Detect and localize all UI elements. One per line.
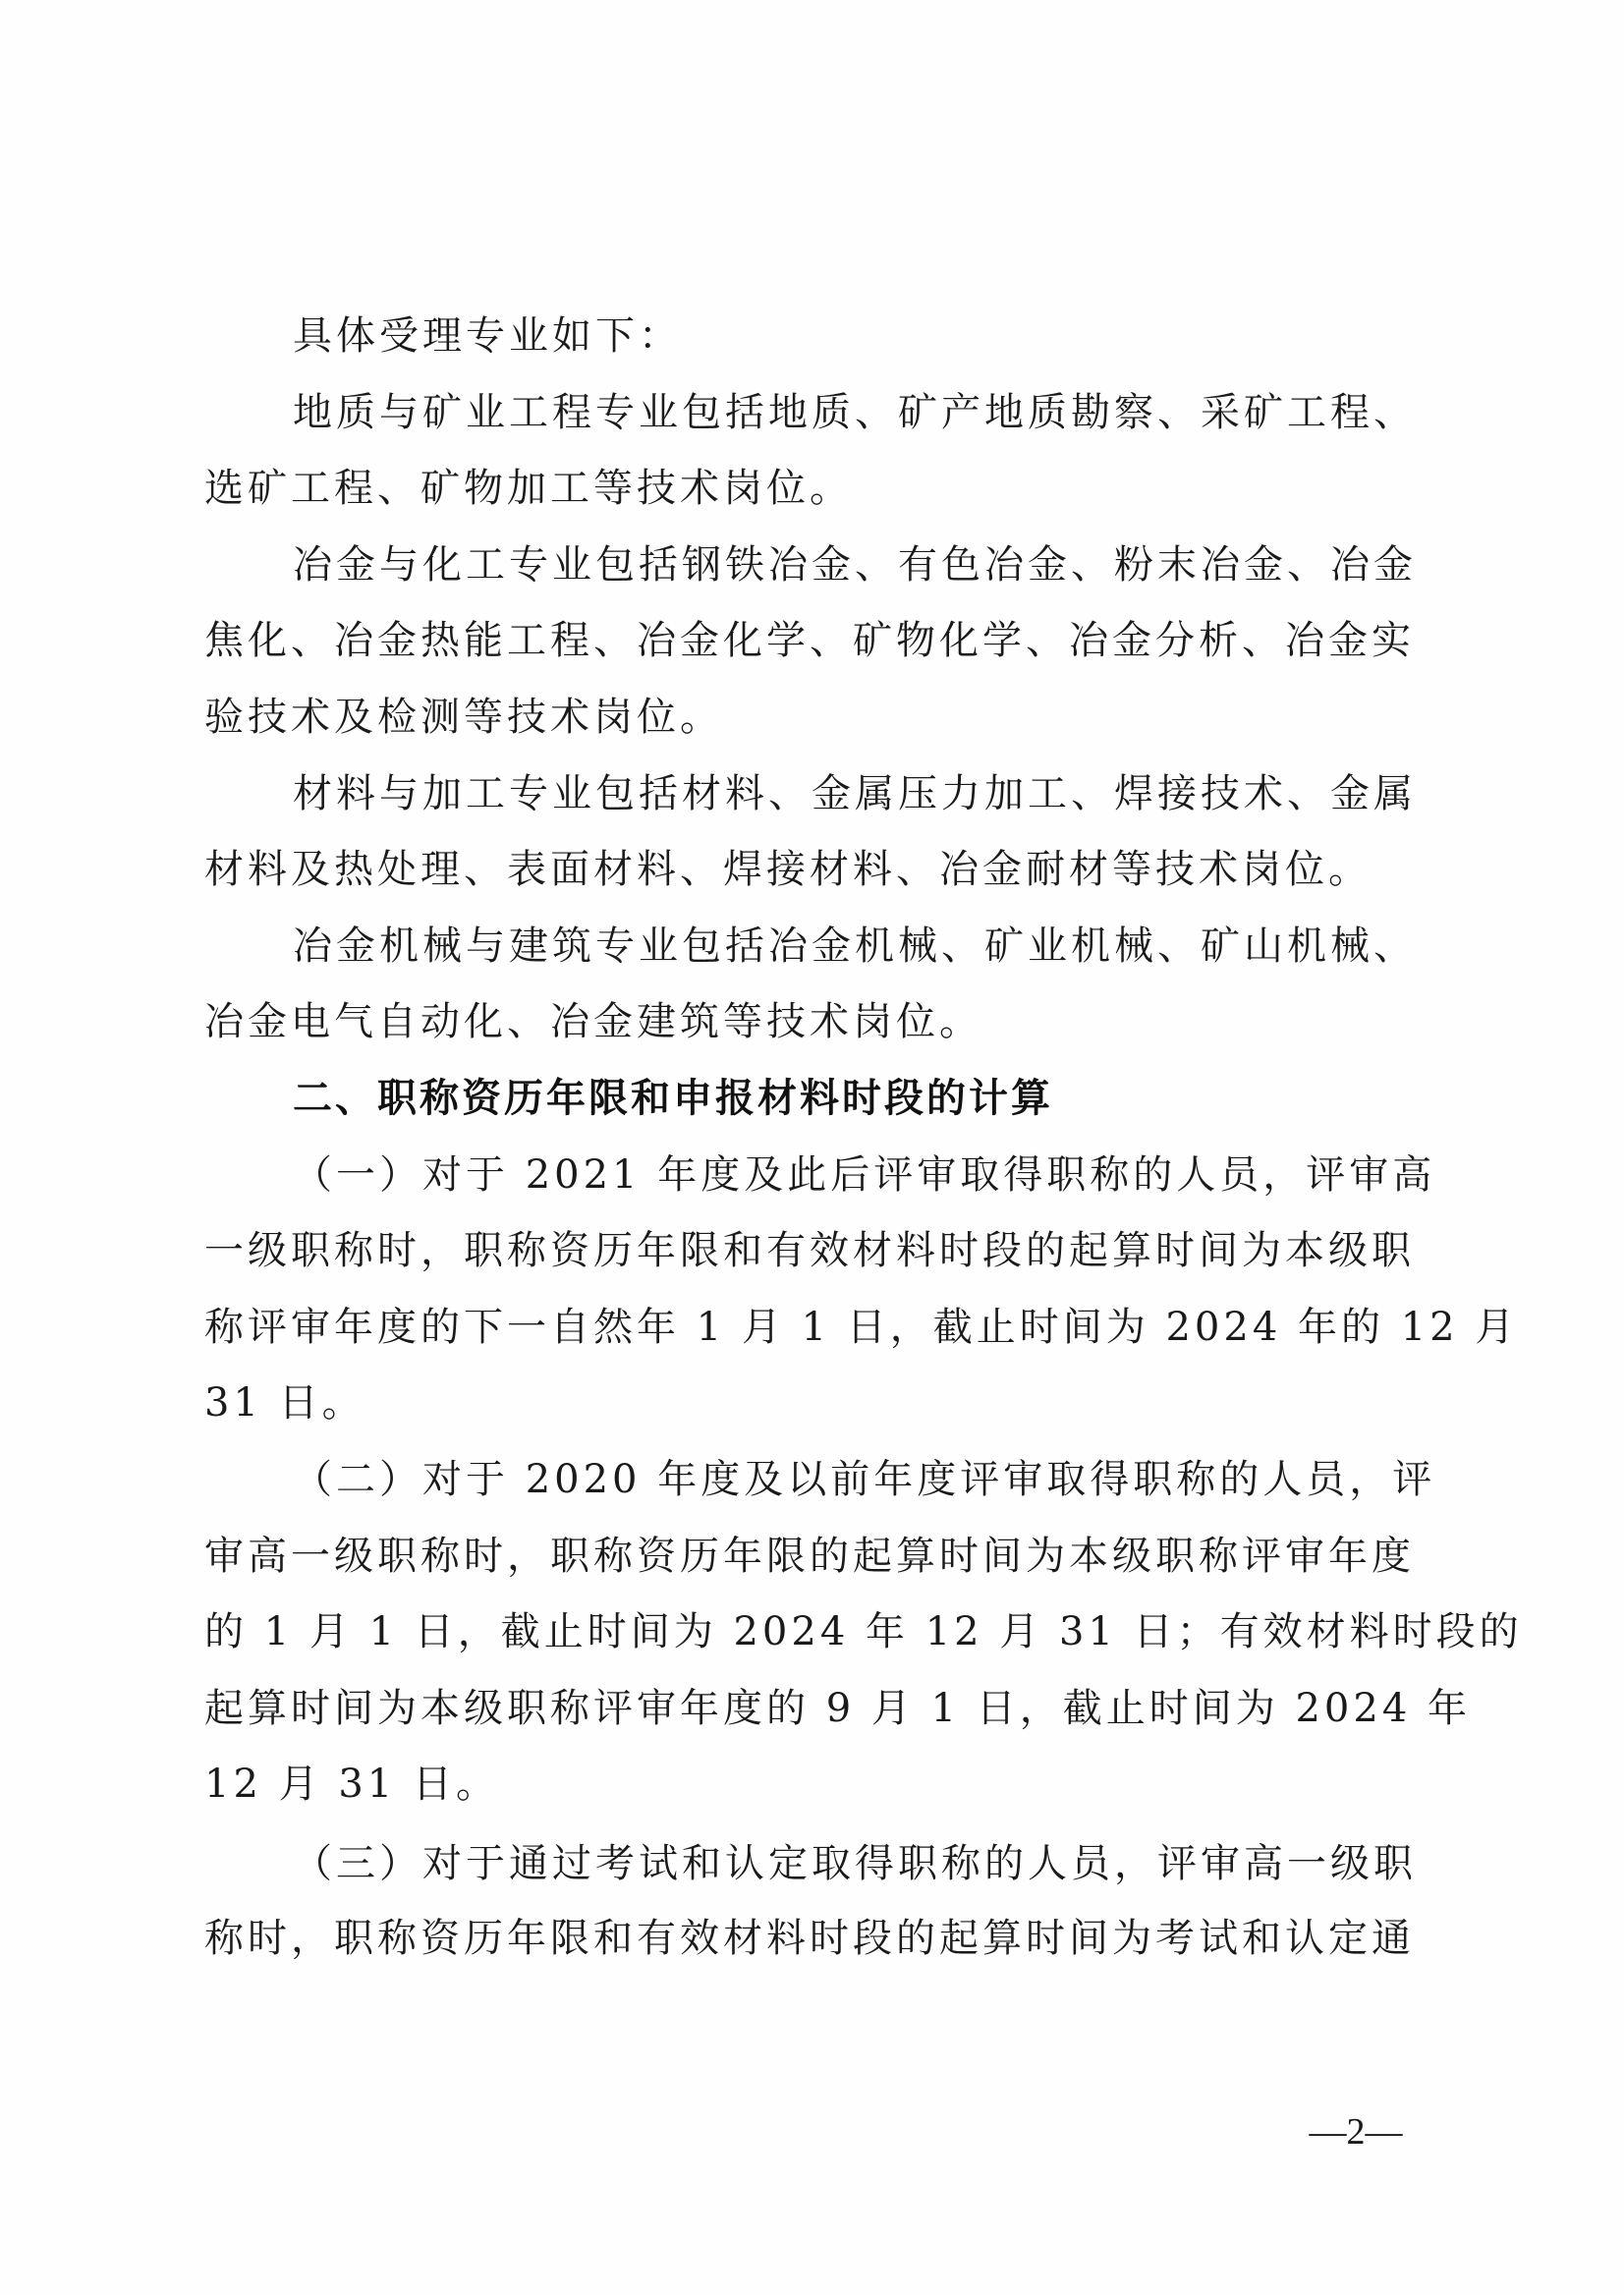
section-heading-2: 二、职称资历年限和申报材料时段的计算: [293, 1076, 1053, 1121]
paragraph-materials-line-2: 材料及热处理、表面材料、焊接材料、冶金耐材等技术岗位。: [204, 847, 1372, 892]
paragraph-machinery-line-1: 冶金机械与建筑专业包括冶金机械、矿业机械、矿山机械、: [293, 924, 1417, 969]
paragraph-metallurgy-line-1: 冶金与化工专业包括钢铁冶金、有色冶金、粉末冶金、冶金: [293, 542, 1417, 588]
paragraph-metallurgy-line-3: 验技术及检测等技术岗位。: [204, 695, 723, 740]
paragraph-materials-line-1: 材料与加工专业包括材料、金属压力加工、焊接技术、金属: [293, 771, 1417, 816]
paragraph-machinery-line-2: 冶金电气自动化、冶金建筑等技术岗位。: [204, 999, 982, 1044]
clause-1-line-4: 31 日。: [204, 1380, 365, 1426]
clause-3-line-1: （三）对于通过考试和认定取得职称的人员，评审高一级职: [293, 1841, 1417, 1886]
clause-2-line-4: 起算时间为本级职称评审年度的 9 月 1 日，截止时间为 2024 年: [204, 1686, 1471, 1731]
paragraph-geology-line-1: 地质与矿业工程专业包括地质、矿产地质勘察、采矿工程、: [293, 390, 1417, 435]
paragraph-metallurgy-line-2: 焦化、冶金热能工程、冶金化学、矿物化学、冶金分析、冶金实: [204, 618, 1415, 663]
paragraph-geology-line-2: 选矿工程、矿物加工等技术岗位。: [204, 466, 853, 511]
paragraph-intro-line-1: 具体受理专业如下：: [293, 313, 682, 359]
clause-1-line-2: 一级职称时，职称资历年限和有效材料时段的起算时间为本级职: [204, 1228, 1415, 1273]
clause-2-line-3: 的 1 月 1 日，截止时间为 2024 年 12 月 31 日；有效材料时段的: [204, 1609, 1523, 1654]
clause-3-line-2: 称时，职称资历年限和有效材料时段的起算时间为考试和认定通: [204, 1916, 1415, 1961]
clause-1-line-1: （一）对于 2021 年度及此后评审取得职称的人员，评审高: [293, 1152, 1436, 1198]
clause-1-line-3: 称评审年度的下一自然年 1 月 1 日，截止时间为 2024 年的 12 月: [204, 1305, 1519, 1350]
clause-2-line-5: 12 月 31 日。: [204, 1762, 499, 1807]
page-number: —2—: [1309, 2111, 1403, 2153]
clause-2-line-2: 审高一级职称时，职称资历年限的起算时间为本级职称评审年度: [204, 1534, 1415, 1579]
clause-2-line-1: （二）对于 2020 年度及以前年度评审取得职称的人员，评: [293, 1457, 1436, 1502]
